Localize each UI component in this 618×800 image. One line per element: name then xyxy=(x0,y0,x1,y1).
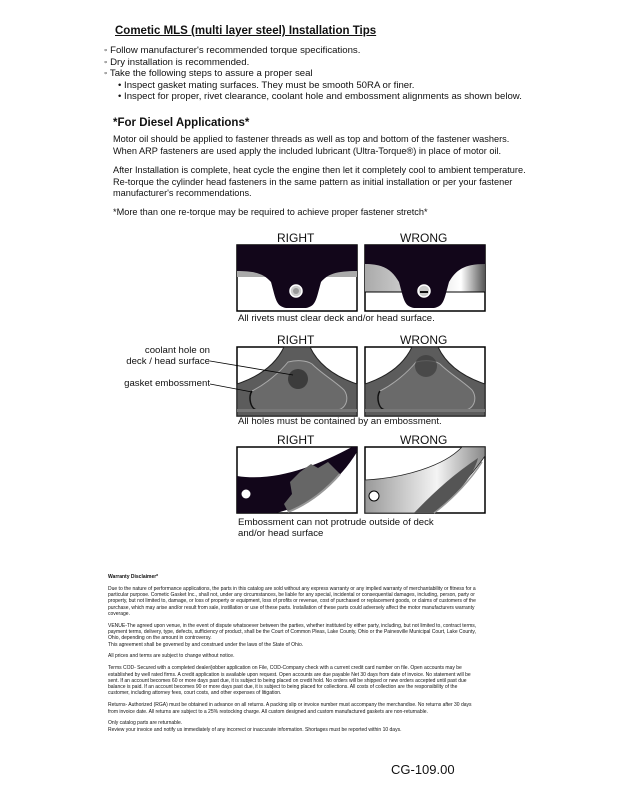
governing-law-paragraph: This agreement shall be governed by and construed under the laws of the State of Ohio. xyxy=(108,641,304,648)
page-code: CG-109.00 xyxy=(391,762,455,777)
tips-list xyxy=(104,45,522,103)
wrong-label: WRONG xyxy=(400,333,448,347)
warranty-disclaimer xyxy=(108,574,480,738)
rivet-wrong-diagram xyxy=(364,244,486,312)
wrong-label: WRONG xyxy=(400,433,448,447)
embossment-callout: gasket embossment xyxy=(124,378,210,389)
tip-item: ◦ Follow manufacturer's recommended torque specifications. xyxy=(104,45,361,56)
diesel-heading: *For Diesel Applications* xyxy=(113,117,250,129)
protrusion-wrong-diagram xyxy=(364,446,486,514)
prices-paragraph: All prices and terms are subject to change without notice. xyxy=(108,653,235,660)
holes-caption: All holes must be contained by an embossment. xyxy=(238,416,442,427)
leader-lines xyxy=(200,350,310,410)
catalog-parts-paragraph: Only catalog parts are returnable. xyxy=(108,720,183,727)
sub-tip-item: • Inspect gasket mating surfaces. They must be smooth 50RA or finer. xyxy=(118,79,415,91)
tip-item: ◦ Dry installation is recommended. xyxy=(104,56,250,68)
embossment-caption: Embossment can not protrude outside of deck and/or head surface xyxy=(238,517,434,539)
page-title: Cometic MLS (multi layer steel) Installation Tips xyxy=(115,25,377,37)
right-label: RIGHT xyxy=(277,333,315,347)
diesel-paragraph-1: Motor oil should be applied to fastener threads as well as top and bottom of the fastener washers. When ARP fasteners are used apply the included lubricant (Ultra-Torque®) in place of motor oil. xyxy=(113,134,510,156)
returns-paragraph: Returns- Authorized (RGA) must be obtained in advance on all returns. A packing slip or invoice number must accompany the merchandise. No returns after 30 days from invoice date. All returns are subject to a 25% restocking charge. All custom designed and custom manufactured gaskets are non-returnable. xyxy=(108,702,472,715)
terms-paragraph: Terms COD- Secured with a completed dealer/jobber application on File, COD-Company check with a current credit card number on file. Open accounts may be established by well rated firms. A credit application is available upon request. Open accounts are due payable Net 30 days from date of invoice. No statement will be sent. If an account becomes 60 or more days past due, it is subject to being placed on credit hold. No orders will be shipped or new orders accepted until past due balance is paid. If an account becomes 90 or more days past due, it is subject to being placed for collections. All costs of collection are the responsibility of the customer, including attorney fees, court costs, and other expenses of litigation. xyxy=(108,665,471,697)
rivets-caption: All rivets must clear deck and/or head surface. xyxy=(238,313,435,324)
tip-item: ◦ Take the following steps to assure a proper seal xyxy=(104,68,313,80)
protrusion-right-diagram xyxy=(236,446,358,514)
venue-paragraph: VENUE-The agreed upon venue, in the event of dispute whatsoever between the parties, whether instituted by either party, including, but not limited to, contract terms, payment terms, delivery, type, defects, sufficiency of product, shall be the Court of Common Pleas, Lake County, Ohio or the Painesville Municipal Court, Lake County, Ohio, depending on the amount in controversy. xyxy=(108,622,477,642)
rivet-right-diagram xyxy=(236,244,358,312)
wrong-label: WRONG xyxy=(400,231,448,245)
right-label: RIGHT xyxy=(277,433,315,447)
warranty-heading: Warranty Disclaimer* xyxy=(108,574,159,580)
right-label: RIGHT xyxy=(277,231,315,245)
diesel-paragraph-2: After Installation is complete, heat cycle the engine then let it completely cool to ambient temperature. Re-torque the cylinder head fasteners in the same pattern as initial installation or per your fastener manufacturer's recommendations. xyxy=(113,165,526,199)
review-paragraph: Review your invoice and notify us immediately of any incorrect or inaccurate information. Shortages must be reported within 10 days. xyxy=(108,726,402,733)
coolant-callout: coolant hole on deck / head surface xyxy=(126,345,210,367)
warranty-paragraph: Due to the nature of performance applications, the parts in this catalog are sold without any express warranty or any implied warranty of merchantability or fitness for a particular purpose. Cometic Gasket Inc., shall not, under any circumstances, be liable for any special, incidental or consequential damages, including, person, party or property, but not limited to, damage, or loss of property or equipment, loss of profits or revenue, cost of purchased or replacement goods, or claims of customers of the purchase, which may arise and/or result from sale, instillation or use of these parts. Installation of these parts could adversely affect the motor manufacturers warranty coverage. xyxy=(108,585,476,617)
diesel-paragraph-3: *More than one re-torque may be required to achieve proper fastener stretch* xyxy=(113,207,428,217)
coolant-wrong-diagram xyxy=(364,346,486,417)
sub-tip-item: • Inspect for proper, rivet clearance, coolant hole and embossment alignments as shown below. xyxy=(118,91,522,103)
